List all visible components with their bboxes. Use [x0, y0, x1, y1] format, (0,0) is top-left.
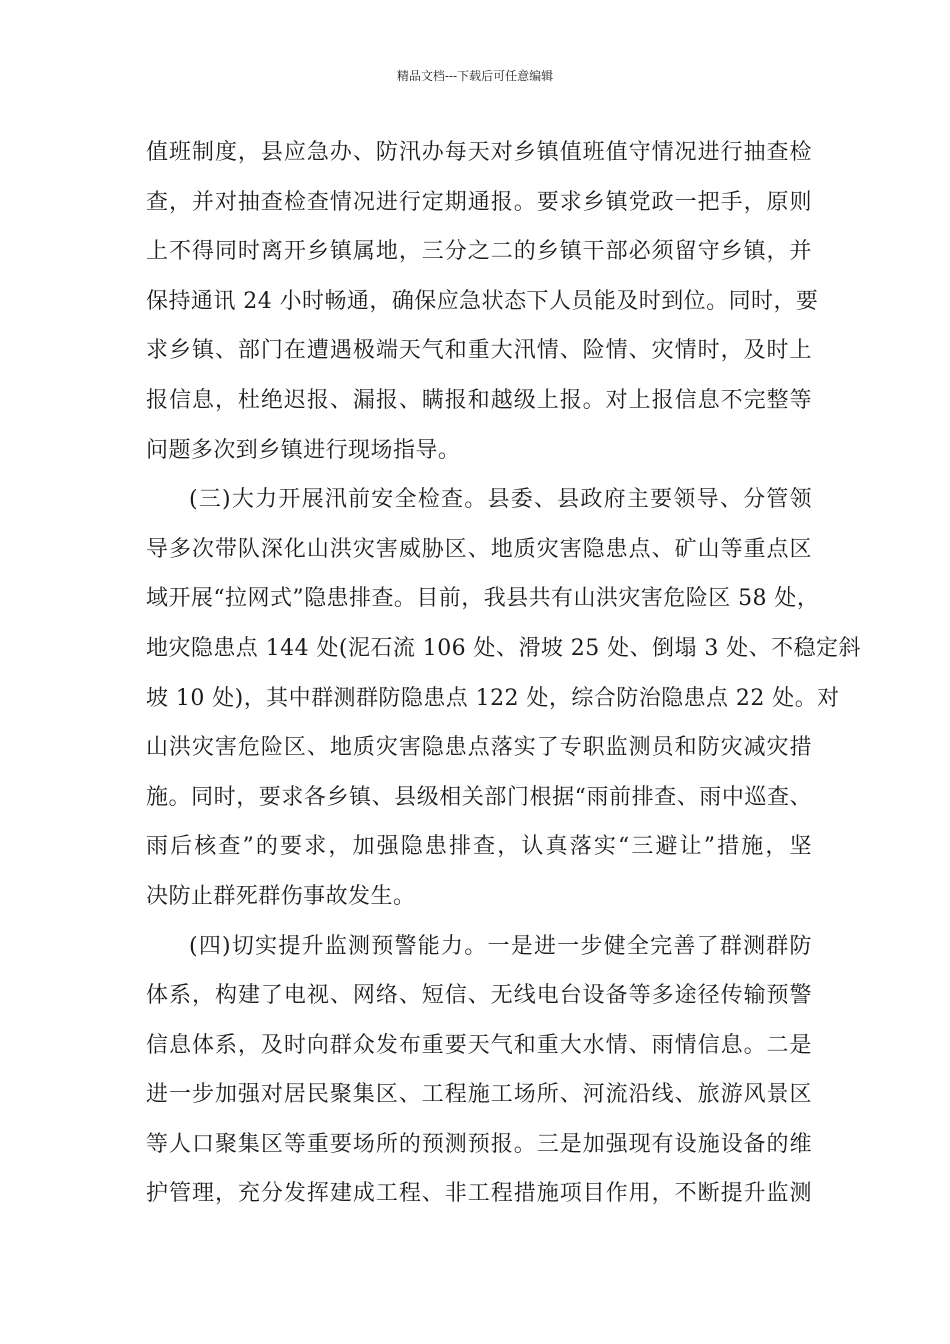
- text-line: 决防止群死群伤事故发生。: [146, 883, 416, 909]
- text-line: 等人口聚集区等重要场所的预测预报。三是加强现有设施设备的维: [146, 1131, 812, 1157]
- text-line: 护管理，充分发挥建成工程、非工程措施项目作用，不断提升监测: [146, 1181, 812, 1207]
- document-body: [146, 128, 861, 1219]
- text-line: 导多次带队深化山洪灾害威胁区、地质灾害隐患点、矿山等重点区: [146, 536, 812, 562]
- text-line: 报信息，杜绝迟报、漏报、瞒报和越级上报。对上报信息不完整等: [146, 387, 812, 413]
- page-header: 精品文档---下载后可任意编辑: [396, 69, 554, 83]
- text-line: (三)大力开展汛前安全检查。县委、县政府主要领导、分管领: [189, 487, 812, 513]
- text-line: (四)切实提升监测预警能力。一是进一步健全完善了群测群防: [189, 933, 812, 959]
- text-line: 求乡镇、部门在遭遇极端天气和重大汛情、险情、灾情时，及时上: [146, 338, 812, 364]
- text-line: 查，并对抽查检查情况进行定期通报。要求乡镇党政一把手，原则: [146, 189, 812, 215]
- text-line: 上不得同时离开乡镇属地，三分之二的乡镇干部必须留守乡镇，并: [146, 239, 812, 265]
- text-line: 地灾隐患点 144 处(泥石流 106 处、滑坡 25 处、倒塌 3 处、不稳定斜: [146, 635, 861, 661]
- text-line: 施。同时，要求各乡镇、县级相关部门根据“雨前排查、雨中巡查、: [146, 784, 812, 810]
- text-line: 值班制度，县应急办、防汛办每天对乡镇值班值守情况进行抽查检: [146, 140, 812, 165]
- text-line: 雨后核查”的要求，加强隐患排查，认真落实“三避让”措施，坚: [146, 834, 812, 860]
- text-line: 问题多次到乡镇进行现场指导。: [146, 437, 461, 463]
- text-line: 域开展“拉网式”隐患排查。目前，我县共有山洪灾害危险区 58 处，: [146, 586, 820, 612]
- text-line: 保持通讯 24 小时畅通，确保应急状态下人员能及时到位。同时，要: [146, 288, 819, 314]
- text-line: 山洪灾害危险区、地质灾害隐患点落实了专职监测员和防灾减灾措: [146, 735, 812, 761]
- text-line: 信息体系，及时向群众发布重要天气和重大水情、雨情信息。二是: [146, 1032, 812, 1058]
- text-line: 坡 10 处)，其中群测群防隐患点 122 处，综合防治隐患点 22 处。对: [146, 685, 840, 711]
- text-line: 进一步加强对居民聚集区、工程施工场所、河流沿线、旅游风景区: [146, 1082, 812, 1108]
- text-line: 体系，构建了电视、网络、短信、无线电台设备等多途径传输预警: [146, 983, 812, 1009]
